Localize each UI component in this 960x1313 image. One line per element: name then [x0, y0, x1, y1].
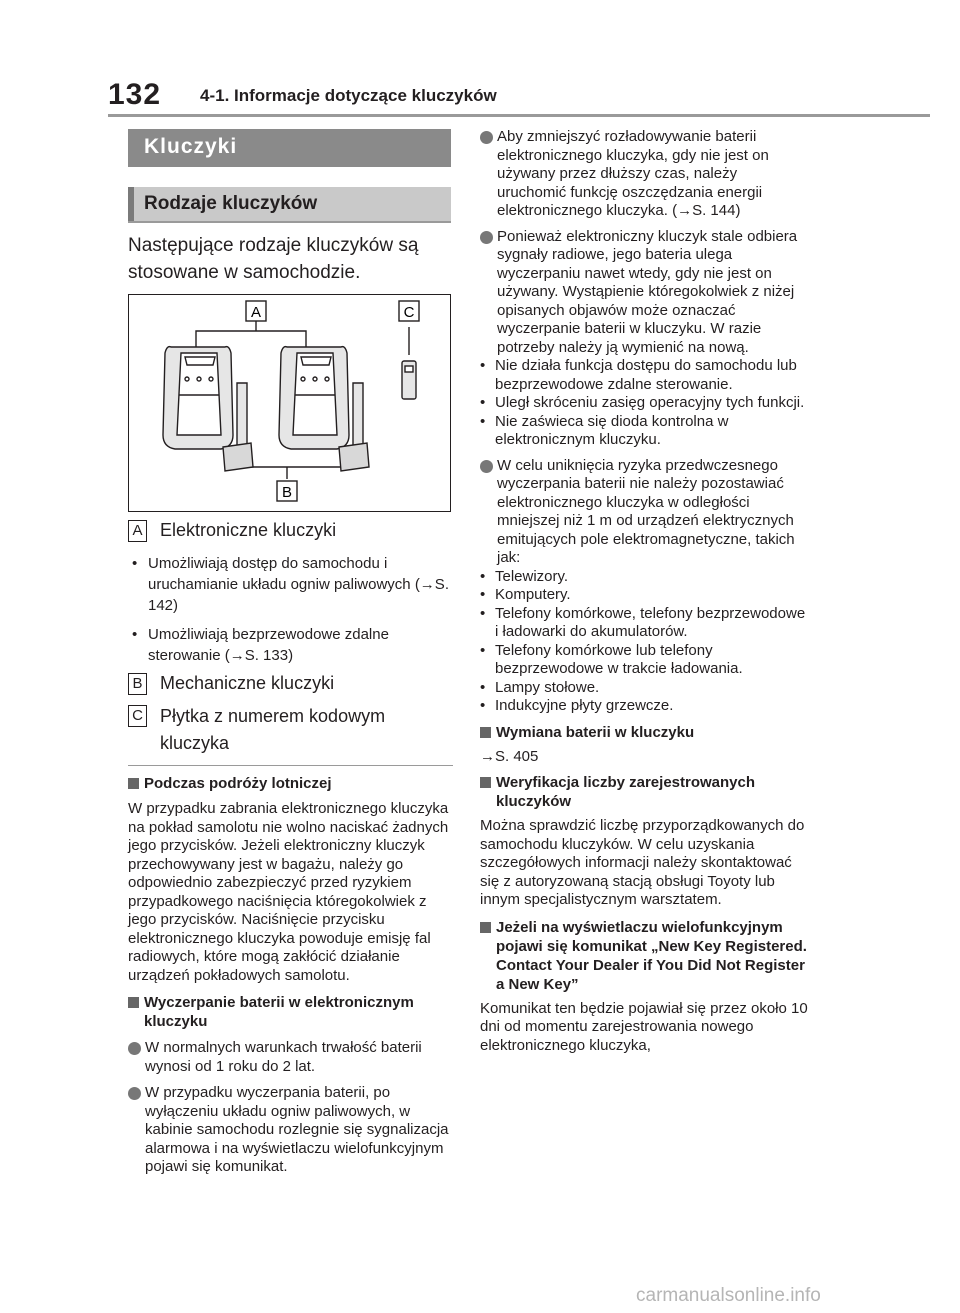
label-c-row [128, 703, 453, 757]
right-dot-3-bullet-6: • Indukcyjne płyty grzewcze. [480, 697, 810, 716]
replace-heading: Wymiana baterii w kluczyku [480, 723, 810, 742]
right-notes [480, 128, 810, 1055]
label-a-text: Elektroniczne kluczyki [160, 520, 337, 540]
header-rule [108, 114, 930, 117]
label-b-row [128, 673, 334, 695]
battery-dot-2: W przypadku wyczerpania baterii, po wyłączeniu układu ogniw paliwowych, w kabinie samochodu rozlegnie się sygnalizacja alarmowa i na wyświetlaczu wielofunkcyjnym pojawi się komunikat. [128, 1084, 453, 1177]
right-dot-2: Ponieważ elektroniczny kluczyk stale odbiera sygnały radiowe, jego bateria ulega wyczerpaniu nawet wtedy, gdy nie jest on używany. Wystąpienie któregokolwiek z niżej opisanych objawów może oznaczać wyczerpanie baterii w kluczyku. W razie potrzeby należy ją wymienić na nową. [480, 228, 810, 358]
right-dot-2-bullet-3: • Nie zaświeca się dioda kontrolna w elektronicznym kluczyku. [480, 413, 810, 450]
section-title: 4-1. Informacje dotyczące kluczyków [200, 86, 497, 105]
section-banner-title: Kluczyki [144, 135, 238, 158]
subsection-banner [128, 187, 451, 223]
separator [128, 765, 453, 766]
right-dot-1: Aby zmniejszyć rozładowywanie baterii elektronicznego kluczyka, gdy nie jest on używany przez dłuższy czas, należy uruchomić funkcję oszczędzania energii elektronicznego kluczyka. (→S. 144) [480, 128, 810, 221]
right-dot-3-bullet-5: • Lampy stołowe. [480, 679, 810, 698]
right-dot-3-bullet-3: • Telefony komórkowe, telefony bezprzewodowe i ładowarki do akumulatorów. [480, 605, 810, 642]
newkey-heading: Jeżeli na wyświetlaczu wielofunkcyjnym pojawi się komunikat „New Key Registered. Contact Your Dealer if You Did Not Register a New Key” [480, 918, 810, 994]
battery-heading: Wyczerpanie baterii w elektronicznym kluczyku [128, 993, 453, 1031]
right-dot-3-bullet-2: • Komputery. [480, 586, 810, 605]
label-a-bullets [128, 553, 458, 666]
label-b-box: B [128, 673, 147, 695]
label-c-box: C [128, 705, 147, 727]
left-notes [128, 774, 453, 1177]
subsection-banner-title: Rodzaje kluczyków [144, 193, 318, 214]
watermark: carmanualsonline.info [636, 1285, 821, 1306]
right-dot-3-bullet-1: • Telewizory. [480, 568, 810, 587]
verify-text: Można sprawdzić liczbę przyporządkowanych do samochodu kluczyków. W celu uzyskania szczegółowych informacji należy skontaktować się z autoryzowaną stacją obsługi Toyoty lub innym specjalistycznym warsztatem. [480, 817, 805, 908]
figure-label-c: C [403, 304, 415, 321]
replace-ref: →S. 405 [480, 747, 539, 765]
label-a-bullet-2: • Umożliwiają bezprzewodowe zdalne sterowanie (→S. 133) [128, 624, 458, 666]
battery-dot-1: W normalnych warunkach trwałość baterii wynosi od 1 roku do 2 lat. [128, 1039, 453, 1076]
newkey-text: Komunikat ten będzie pojawiał się przez około 10 dni od momentu zarejestrowania nowego elektronicznego kluczyka, [480, 999, 808, 1054]
verify-heading: Weryfikacja liczby zarejestrowanych kluczyków [480, 773, 810, 811]
label-c-text: Płytka z numerem kodowym kluczyka [160, 706, 386, 753]
label-a-bullet-1: • Umożliwiają dostęp do samochodu i uruchamianie układu ogniw paliwowych (→S. 142) [128, 553, 458, 616]
flight-heading: Podczas podróży lotniczej [128, 774, 453, 793]
intro-text: Następujące rodzaje kluczyków są stosowane w samochodzie. [128, 235, 419, 283]
page-number: 132 [108, 78, 162, 111]
label-b-text: Mechaniczne kluczyki [160, 673, 335, 693]
right-dot-2-bullet-2: • Uległ skróceniu zasięg operacyjny tych funkcji. [480, 394, 810, 413]
figure-label-b: B [281, 484, 293, 501]
label-a-box: A [128, 520, 147, 542]
flight-text: W przypadku zabrania elektronicznego kluczyka na pokład samolotu nie wolno naciskać żadnych jego przycisków. Jeżeli elektroniczny kluczyk przechowywany jest w bagażu, należy go odpowiednio zabezpieczyć przed ryzykiem przypadkowego naciśnięcia któregokolwiek z jego przycisków. Naciśnięcie przycisku elektronicznego kluczyka powoduje emisję fal radiowych, które mogą zakłócić działanie urządzeń pokładowych samolotu. [128, 800, 449, 984]
keys-illustration [128, 294, 451, 512]
right-dot-2-bullet-1: • Nie działa funkcja dostępu do samochodu lub bezprzewodowe zdalne sterowanie. [480, 357, 810, 394]
right-dot-3: W celu uniknięcia ryzyka przedwczesnego wyczerpania baterii nie należy pozostawiać elektronicznego kluczyka w odległości mniejszej niż 1 m od urządzeń elektrycznych emitujących pole elektromagnetyczne, takich jak: [480, 457, 810, 568]
section-banner [128, 129, 451, 167]
figure-label-a: A [250, 304, 262, 321]
right-dot-3-bullet-4: • Telefony komórkowe lub telefony bezprzewodowe w trakcie ładowania. [480, 642, 810, 679]
label-a-row [128, 520, 336, 542]
